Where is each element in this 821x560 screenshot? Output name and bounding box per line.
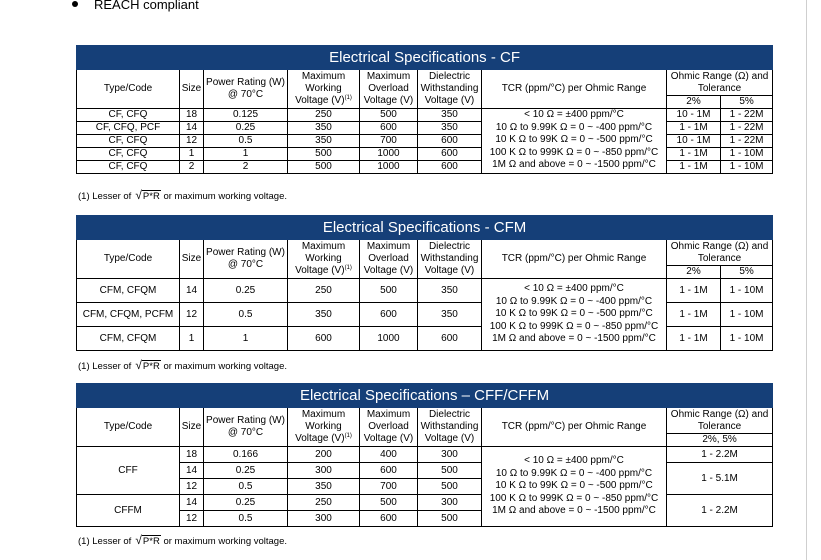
table-cell: CFM, CFQM, PCFM: [77, 303, 180, 327]
table-cell: 1 - 22M: [721, 135, 773, 148]
text-segment: Maximum: [301, 71, 346, 82]
table-cell: 1: [180, 327, 204, 351]
text-segment: Tolerance: [697, 82, 742, 94]
table-cell: 500: [418, 463, 482, 479]
text-segment: Voltage (V): [295, 265, 345, 276]
table-cell: 600: [418, 161, 482, 174]
bullet-item: [72, 0, 199, 12]
table-cell: 1 - 1M: [667, 303, 721, 327]
col-header-ohmic-range: [667, 408, 773, 434]
table-cell: 10 - 1M: [667, 135, 721, 148]
text-segment: Ohmic Range (Ω) and: [670, 240, 769, 252]
table-cell: 1 - 1M: [667, 122, 721, 135]
col-header-size: Size: [180, 240, 204, 279]
table-cell: 350: [288, 303, 360, 327]
table-cell: CF, CFQ: [77, 109, 180, 122]
col-header-tcr: TCR (ppm/°C) per Ohmic Range: [482, 240, 667, 279]
text-segment: or maximum working voltage.: [163, 536, 288, 547]
table-cell: 600: [418, 327, 482, 351]
col-header-working-voltage: [288, 70, 360, 109]
col-header-tcr: TCR (ppm/°C) per Ohmic Range: [482, 408, 667, 447]
text-segment: or maximum working voltage.: [163, 361, 288, 372]
table-cell: 1 - 1M: [667, 161, 721, 174]
col-header-overload-voltage: [360, 240, 418, 279]
text-segment: 10 Ω to 9.99K Ω = 0 ~ -400 ppm/°C: [495, 467, 653, 479]
table-cell: 1: [180, 148, 204, 161]
text-segment: Maximum: [366, 241, 411, 252]
col-header-working-voltage: [288, 408, 360, 447]
table-cell: 600: [360, 511, 418, 527]
col-header-tol-2-5: 2%, 5%: [667, 434, 773, 447]
text-segment: (1): [344, 95, 352, 101]
text-segment: 10 K Ω to 99K Ω = 0 ~ -500 ppm/°C: [495, 480, 653, 492]
cfm-footnote: [78, 358, 287, 372]
table-cell: 14: [180, 495, 204, 511]
table-row: [77, 327, 773, 351]
table-cell: 12: [180, 135, 204, 148]
table-cell: 350: [418, 122, 482, 135]
text-segment: (1) Lesser of: [78, 536, 132, 547]
text-segment: (1): [344, 265, 352, 271]
table-row: [77, 495, 773, 511]
ohmic-range-cff-18: 1 - 2.2M: [667, 447, 773, 463]
text-segment: Voltage (V): [295, 433, 345, 444]
text-segment: @ 70°C: [227, 89, 264, 100]
text-segment: Withstanding: [420, 421, 479, 432]
table-cell: 0.25: [204, 495, 288, 511]
col-header-tcr: TCR (ppm/°C) per Ohmic Range: [482, 70, 667, 109]
text-segment: Withstanding: [420, 253, 479, 264]
col-header-power: [204, 408, 288, 447]
text-segment: Dielectric: [428, 409, 471, 420]
text-segment: Tolerance: [697, 252, 742, 264]
col-header-type: Type/Code: [77, 408, 180, 447]
table-cell: 350: [418, 303, 482, 327]
table-cell: 700: [360, 479, 418, 495]
table-cell: 1 - 1M: [667, 279, 721, 303]
table-cell: CF, CFQ: [77, 135, 180, 148]
square-root-icon: √: [135, 358, 142, 372]
table-cell: 300: [418, 447, 482, 463]
square-root-icon: √: [135, 533, 142, 547]
col-header-ohmic-range: [667, 70, 773, 96]
table-cell: CF, CFQ: [77, 161, 180, 174]
text-segment: Maximum: [366, 71, 411, 82]
table-cell: 700: [360, 135, 418, 148]
col-header-dielectric-voltage: [418, 240, 482, 279]
text-segment: 100 K Ω to 999K Ω = 0 ~ -850 ppm/°C: [489, 320, 659, 332]
table-cell: 1 - 10M: [721, 327, 773, 351]
table-cell: CFM, CFQM: [77, 327, 180, 351]
table-cell: 350: [288, 479, 360, 495]
table-cell: 0.25: [204, 463, 288, 479]
text-segment: Overload: [368, 421, 409, 432]
text-segment: Ohmic Range (Ω) and: [670, 408, 769, 420]
bullet-text: REACH compliant: [94, 0, 199, 12]
table-cell: 0.125: [204, 109, 288, 122]
text-segment: Power Rating (W): [206, 77, 285, 88]
text-segment: 10 K Ω to 99K Ω = 0 ~ -500 ppm/°C: [495, 308, 653, 320]
cf-footnote: [78, 188, 287, 202]
text-segment: Working: [305, 421, 342, 432]
col-header-tol-5: 5%: [721, 96, 773, 109]
text-segment: P*R: [142, 361, 160, 372]
col-header-overload-voltage: [360, 408, 418, 447]
table-cell: 0.5: [204, 479, 288, 495]
table-cell: 1 - 22M: [721, 122, 773, 135]
table-cell: 1 - 10M: [721, 161, 773, 174]
text-segment: Dielectric: [428, 71, 471, 82]
table-cell: 350: [288, 135, 360, 148]
table-cell: 300: [418, 495, 482, 511]
table-cell: 0.5: [204, 511, 288, 527]
col-header-size: Size: [180, 70, 204, 109]
text-segment: Overload: [368, 83, 409, 94]
text-segment: 100 K Ω to 999K Ω = 0 ~ -850 ppm/°C: [489, 146, 659, 158]
table-cell: 600: [360, 463, 418, 479]
page-edge-divider: [806, 0, 807, 560]
text-segment: < 10 Ω = ±400 ppm/°C: [524, 283, 624, 295]
table-cell: 1: [204, 327, 288, 351]
table-cell: 0.166: [204, 447, 288, 463]
table-cell: 300: [288, 511, 360, 527]
group-cff: CFF: [77, 447, 180, 495]
text-segment: Maximum: [366, 409, 411, 420]
text-segment: Power Rating (W): [206, 247, 285, 258]
text-segment: 1M Ω and above = 0 ~ -1500 ppm/°C: [492, 159, 656, 170]
table-cell: CF, CFQ: [77, 148, 180, 161]
col-header-ohmic-range: [667, 240, 773, 266]
table-row: [77, 109, 773, 122]
table-cell: 12: [180, 511, 204, 527]
table-cell: 1 - 1M: [667, 148, 721, 161]
table-row: [77, 161, 773, 174]
ohmic-range-cff-14-12: 1 - 5.1M: [667, 463, 773, 495]
text-segment: Maximum: [301, 409, 346, 420]
text-segment: Voltage (V): [295, 95, 345, 106]
table-row: [77, 303, 773, 327]
text-segment: 10 K Ω to 99K Ω = 0 ~ -500 ppm/°C: [495, 134, 653, 145]
cf-table-title: Electrical Specifications - CF: [77, 46, 773, 70]
table-cell: 250: [288, 279, 360, 303]
table-cell: 250: [288, 109, 360, 122]
tcr-cell: [482, 109, 667, 174]
table-cell: 2: [204, 161, 288, 174]
text-segment: Maximum: [301, 241, 346, 252]
table-cell: 12: [180, 479, 204, 495]
table-cell: 0.25: [204, 122, 288, 135]
table-cell: 500: [360, 495, 418, 511]
tcr-cell: [482, 447, 667, 527]
table-cell: 600: [288, 327, 360, 351]
text-segment: Withstanding: [420, 83, 479, 94]
table-cell: 500: [288, 161, 360, 174]
table-cell: 2: [180, 161, 204, 174]
table-cell: 1000: [360, 148, 418, 161]
table-row: [77, 135, 773, 148]
text-segment: or maximum working voltage.: [163, 191, 288, 202]
text-segment: Voltage (V): [424, 265, 475, 276]
table-cell: 350: [288, 122, 360, 135]
table-cell: 500: [418, 479, 482, 495]
table-cell: 1 - 10M: [721, 279, 773, 303]
table-cell: 14: [180, 122, 204, 135]
text-segment: Tolerance: [697, 420, 742, 432]
col-header-type: Type/Code: [77, 240, 180, 279]
table-cell: 500: [288, 148, 360, 161]
table-cell: 14: [180, 279, 204, 303]
table-cell: 600: [418, 148, 482, 161]
ohmic-range-cffm: 1 - 2.2M: [667, 495, 773, 527]
cff-table-title: Electrical Specifications – CFF/CFFM: [77, 384, 773, 408]
text-segment: (1) Lesser of: [78, 361, 132, 372]
table-cell: 600: [360, 303, 418, 327]
table-cell: 500: [360, 279, 418, 303]
col-header-size: Size: [180, 408, 204, 447]
text-segment: 100 K Ω to 999K Ω = 0 ~ -850 ppm/°C: [489, 492, 659, 504]
text-segment: @ 70°C: [227, 427, 264, 438]
text-segment: 10 Ω to 9.99K Ω = 0 ~ -400 ppm/°C: [495, 295, 653, 307]
cff-spec-table: [76, 383, 773, 527]
text-segment: Voltage (V): [363, 265, 414, 276]
table-cell: 500: [418, 511, 482, 527]
col-header-type: Type/Code: [77, 70, 180, 109]
table-cell: CF, CFQ, PCF: [77, 122, 180, 135]
col-header-working-voltage: [288, 240, 360, 279]
col-header-tol-5: 5%: [721, 266, 773, 279]
table-row: [77, 463, 773, 479]
table-cell: 200: [288, 447, 360, 463]
table-cell: 0.25: [204, 279, 288, 303]
table-cell: 0.5: [204, 135, 288, 148]
table-cell: 1000: [360, 327, 418, 351]
text-segment: 1M Ω and above = 0 ~ -1500 ppm/°C: [492, 505, 656, 517]
table-cell: 250: [288, 495, 360, 511]
text-segment: Ohmic Range (Ω) and: [670, 70, 769, 82]
cff-footnote: [78, 533, 287, 547]
table-cell: 350: [418, 109, 482, 122]
table-cell: 18: [180, 447, 204, 463]
text-segment: Power Rating (W): [206, 415, 285, 426]
tcr-cell: [482, 279, 667, 351]
text-segment: @ 70°C: [227, 259, 264, 270]
col-header-dielectric-voltage: [418, 408, 482, 447]
text-segment: P*R: [142, 536, 160, 547]
table-cell: 0.5: [204, 303, 288, 327]
table-cell: CFM, CFQM: [77, 279, 180, 303]
col-header-tol-2: 2%: [667, 96, 721, 109]
table-row: [77, 148, 773, 161]
table-cell: 1: [204, 148, 288, 161]
table-cell: 500: [360, 109, 418, 122]
cfm-spec-table: [76, 215, 773, 351]
text-segment: P*R: [142, 191, 160, 202]
col-header-power: [204, 240, 288, 279]
text-segment: Voltage (V): [424, 433, 475, 444]
col-header-power: [204, 70, 288, 109]
text-segment: (1): [344, 433, 352, 439]
col-header-overload-voltage: [360, 70, 418, 109]
table-cell: 400: [360, 447, 418, 463]
table-cell: 350: [418, 279, 482, 303]
bullet-dot-icon: [72, 1, 78, 7]
col-header-dielectric-voltage: [418, 70, 482, 109]
text-segment: Voltage (V): [363, 95, 414, 106]
col-header-tol-2: 2%: [667, 266, 721, 279]
text-segment: Overload: [368, 253, 409, 264]
table-cell: 300: [288, 463, 360, 479]
square-root-icon: √: [135, 188, 142, 202]
group-cffm: CFFM: [77, 495, 180, 527]
table-cell: 14: [180, 463, 204, 479]
table-cell: 600: [360, 122, 418, 135]
cfm-table-title: Electrical Specifications - CFM: [77, 216, 773, 240]
table-row: [77, 279, 773, 303]
table-cell: 10 - 1M: [667, 109, 721, 122]
table-cell: 1 - 10M: [721, 148, 773, 161]
table-cell: 600: [418, 135, 482, 148]
cf-spec-table: [76, 45, 773, 174]
table-cell: 1 - 10M: [721, 303, 773, 327]
table-cell: 12: [180, 303, 204, 327]
text-segment: (1) Lesser of: [78, 191, 132, 202]
table-cell: 1000: [360, 161, 418, 174]
text-segment: < 10 Ω = ±400 ppm/°C: [524, 455, 624, 467]
text-segment: Voltage (V): [424, 95, 475, 106]
table-row: [77, 122, 773, 135]
text-segment: 10 Ω to 9.99K Ω = 0 ~ -400 ppm/°C: [495, 121, 653, 133]
text-segment: 1M Ω and above = 0 ~ -1500 ppm/°C: [492, 333, 656, 345]
table-cell: 18: [180, 109, 204, 122]
table-cell: 1 - 22M: [721, 109, 773, 122]
text-segment: Dielectric: [428, 241, 471, 252]
text-segment: Voltage (V): [363, 433, 414, 444]
text-segment: Working: [305, 83, 342, 94]
table-row: [77, 447, 773, 463]
text-segment: Working: [305, 253, 342, 264]
table-cell: 1 - 1M: [667, 327, 721, 351]
text-segment: < 10 Ω = ±400 ppm/°C: [524, 109, 624, 120]
